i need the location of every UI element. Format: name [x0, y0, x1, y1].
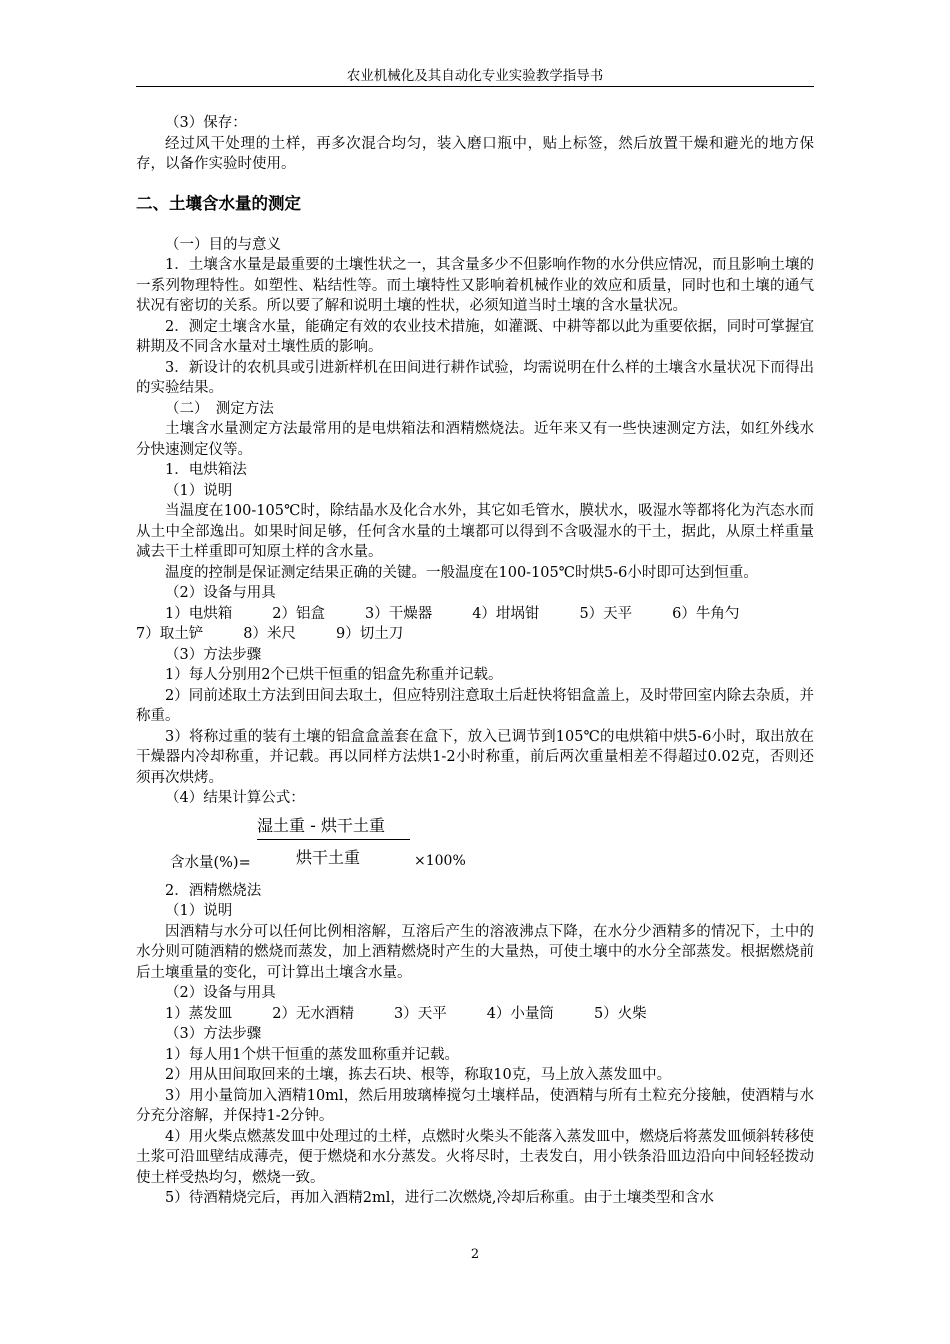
alcohol-step-2: 2）用从田间取回来的土壤，拣去石块、根等，称取10克，马上放入蒸发皿中。 [165, 1067, 672, 1083]
list-item: 4）小量筒 [486, 1005, 554, 1022]
storage-text: 经过风干处理的土样，再多次混合均匀，装入磨口瓶中，贴上标签，然后放置干燥和避光的地方保存，以备作实验时使用。 [136, 135, 814, 172]
list-item: 9）切土刀 [335, 626, 404, 642]
purpose-item-2: 2．测定土壤含水量，能确定有效的农业技术措施，如灌溉、中耕等都以此为重要依据，同时可掌握宜耕期及不同含水量对土壤性质的影响。 [136, 318, 814, 355]
list-item: 3）干燥器 [364, 605, 433, 622]
list-item: 1）蒸发皿 [165, 1005, 233, 1022]
page-number: 2 [470, 1247, 480, 1262]
section-title: 二、土壤含水量的测定 [136, 193, 301, 213]
list-item: 3）天平 [393, 1005, 447, 1022]
purpose-item-1: 1．土壤含水量是最重要的土壤性状之一，其含量多少不但影响作物的水分供应情况，而且影响土壤的一系列物理特性。如塑性、粘结性等。而土壤特性又影响着机械作业的效应和质量，同时也和土壤的通气状况有密切的关系。所以要了解和说明土壤的性状，必须知道当时土壤的含水量状况。 [136, 257, 814, 314]
formula-factor: ×100% [414, 852, 466, 869]
purpose-heading: （一）目的与意义 [165, 236, 281, 253]
oven-equip-list-1 [136, 604, 814, 625]
alcohol-desc-heading: （1）说明 [165, 903, 233, 919]
list-item: 2）铝盒 [272, 605, 325, 622]
list-item: 8）米尺 [243, 626, 296, 642]
list-item: 4）坩埚钳 [472, 605, 540, 622]
alcohol-title: 2．酒精燃烧法 [165, 882, 262, 899]
alcohol-step-5: 5）待酒精烧完后，再加入酒精2ml，进行二次燃烧,冷却后称重。由于土壤类型和含水 [165, 1190, 714, 1206]
method-heading: （二） 测定方法 [165, 400, 274, 417]
list-item: 5）火柴 [593, 1005, 647, 1022]
storage-heading: （3）保存： [165, 115, 247, 131]
alcohol-step-3: 3）用小量筒加入酒精10ml，然后用玻璃棒搅匀土壤样品，使酒精与所有土粒充分接触，使酒精与水分充分溶解，并保持1-2分钟。 [136, 1087, 814, 1124]
oven-steps-heading: （3）方法步骤 [165, 646, 262, 663]
formula-heading: （4）结果计算公式： [165, 790, 305, 806]
oven-equip-heading: （2）设备与用具 [165, 585, 276, 601]
header-rule [136, 86, 814, 87]
oven-equip-list-2 [136, 624, 814, 645]
list-item: 7）取土铲 [136, 626, 204, 642]
list-item: 1）电烘箱 [165, 605, 233, 622]
fraction-bar [257, 839, 410, 840]
formula-lhs: 含水量(%)= [170, 854, 251, 871]
formula-denominator: 烘干土重 [296, 847, 361, 867]
oven-desc-heading: （1）说明 [165, 482, 233, 499]
document-body [136, 113, 814, 1209]
method-intro: 土壤含水量测定方法最常用的是电烘箱法和酒精燃烧法。近年来又有一些快速测定方法，如红外线水分快速测定仪等。 [136, 421, 814, 458]
oven-desc-2: 温度的控制是保证测定结果正确的关键。一般温度在100-105℃时烘5-6小时即可达到恒重。 [165, 564, 758, 581]
list-item: 6）牛角勺 [672, 605, 740, 622]
alcohol-desc: 因酒精与水分可以任何比例相溶解，互溶后产生的溶液沸点下降，在水分少酒精多的情况下，土中的水分则可随酒精的燃烧而蒸发，加上酒精燃烧时产生的大量热，可使土壤中的水分全部蒸发。根据燃烧前后土壤重量的变化，可计算出土壤含水量。 [136, 923, 814, 981]
purpose-item-3: 3．新设计的农机具或引进新样机在田间进行耕作试验，均需说明在什么样的土壤含水量状况下而得出的实验结果。 [136, 359, 814, 396]
oven-step-1: 1）每人分别用2个已烘干恒重的铝盒先称重并记载。 [165, 667, 503, 683]
oven-step-3: 3）将称过重的装有土壤的铝盒盒盖套在盒下，放入已调节到105℃的电烘箱中烘5-6小时，取出放在干燥器内冷却称重，并记载。再以同样方法烘1-2小时称重，前后两次重量相差不得超过0.02克，否则还须再次烘烤。 [136, 728, 814, 786]
alcohol-step-4: 4）用火柴点燃蒸发皿中处理过的土样，点燃时火柴头不能落入蒸发皿中，燃烧后将蒸发皿倾斜转移使土浆可沿皿壁结成薄壳，便于燃烧和水分蒸发。火将尽时，土表发白，用小铁条沿皿边沿向中间轻轻拨动使土样受热均匀，燃烧一致。 [136, 1128, 814, 1186]
alcohol-equip-heading: （2）设备与用具 [165, 985, 276, 1001]
page-header: 农业机械化及其自动化专业实验教学指导书 [346, 68, 604, 84]
alcohol-equip-list [136, 1004, 814, 1025]
oven-title: 1．电烘箱法 [165, 462, 247, 478]
formula-numerator: 湿土重 - 烘干土重 [257, 815, 385, 835]
moisture-formula [136, 809, 814, 881]
list-item: 2）无水酒精 [272, 1005, 354, 1022]
alcohol-steps-heading: （3）方法步骤 [165, 1026, 262, 1042]
oven-step-2: 2）同前述取土方法到田间去取土，但应特别注意取土后赶快将铝盒盖上，及时带回室内除去杂质，并称重。 [136, 687, 814, 724]
list-item: 5）天平 [579, 605, 633, 622]
oven-desc-1: 当温度在100-105℃时，除结晶水及化合水外，其它如毛管水，膜状水，吸湿水等都将化为汽态水而从土中全部逸出。如果时间足够，任何含水量的土壤都可以得到不含吸湿水的干土，据此，从原土样重量减去干土样重即可知原土样的含水量。 [136, 503, 814, 560]
alcohol-step-1: 1）每人用1个烘干恒重的蒸发皿称重并记载。 [165, 1046, 459, 1063]
